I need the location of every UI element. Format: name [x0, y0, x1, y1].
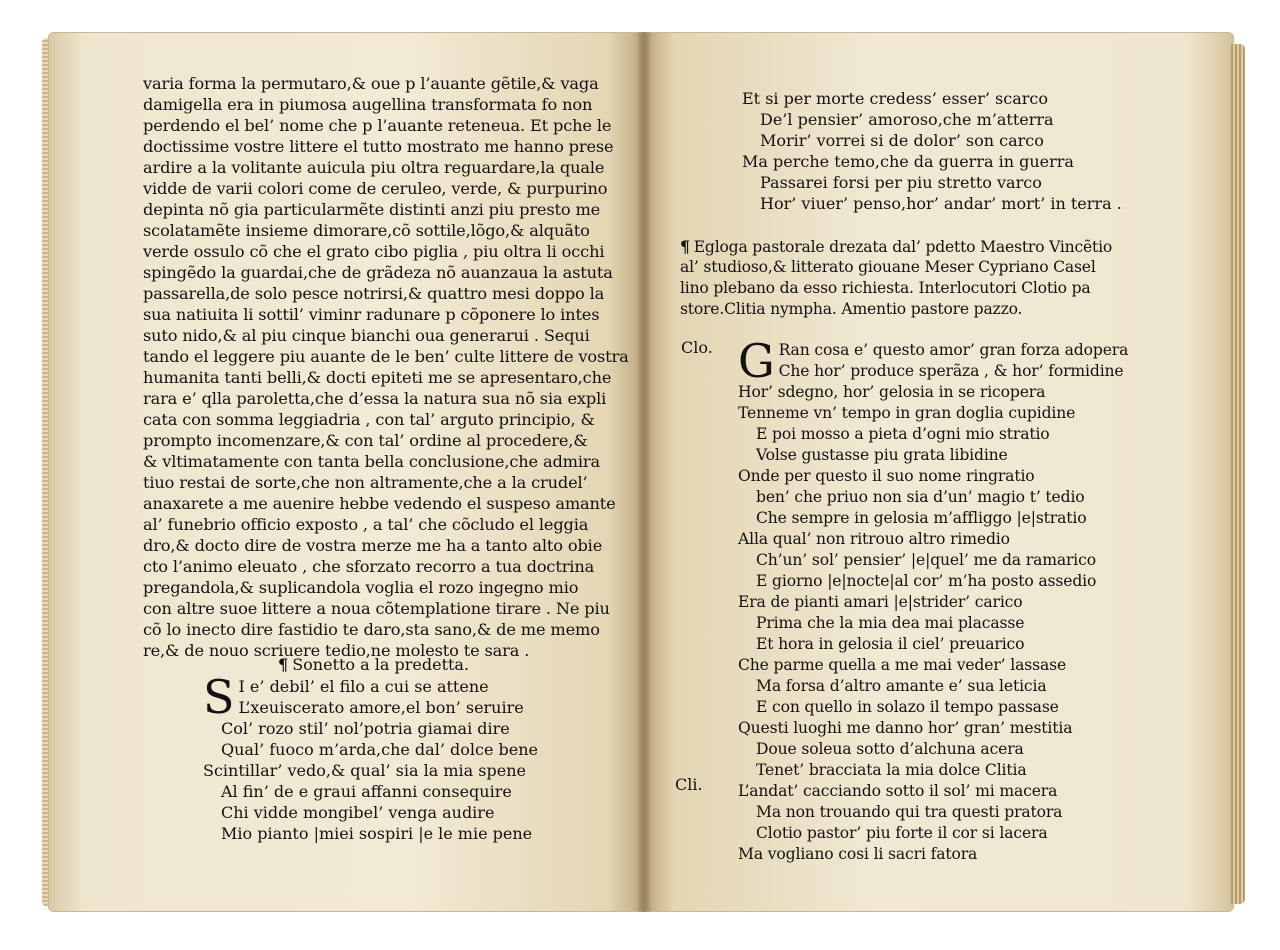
prose-line: cata con somma leggiadria , con tal’ arguto principio, & [143, 410, 595, 429]
prose-line: scolatamẽte insieme dimorare,cõ sottile,lõgo,& alquãto [143, 221, 590, 240]
verse-line: Doue soleua sotto d’alchuna acera [756, 740, 1024, 758]
prose-line: cto l’animo eleuato , che sforzato recorro a tua doctrina [143, 557, 595, 576]
verse-line: Che sempre in gelosia m’affliggo |e|stratio [756, 509, 1087, 527]
eclogue-drop-cap: G [738, 334, 775, 388]
book-gutter [636, 32, 652, 912]
verse-line: Volse gustasse piu grata libidine [756, 446, 1008, 464]
pilcrow-icon: ¶ [680, 237, 690, 256]
prose-line: ardire a la volitante auicula piu oltra reguardare,la quale [143, 158, 605, 177]
verse-line: Ma non trouando qui tra questi pratora [756, 803, 1063, 821]
verse-line: Prima che la mia dea mai placasse [756, 614, 1025, 632]
tercet-line: Ma perche temo,che da guerra in guerra [742, 152, 1074, 171]
verse-line: Ma forsa d’altro amante e’ sua leticia [756, 677, 1047, 695]
speaker-cli: Cli. [675, 775, 703, 794]
prose-line: verde ossulo cõ che el grato cibo piglia , piu oltra li occhi [143, 242, 605, 261]
prose-line: & vltimatamente con tanta bella conclusione,che admira [143, 452, 600, 471]
prose-line: spingẽdo la guardai,che de grãdeza nõ auanzaua la astuta [143, 263, 613, 282]
verse-line: ben’ che priuo non sia d’un’ magio t’ tedio [756, 488, 1085, 506]
tercet-line: Et si per morte credess’ esser’ scarco [742, 89, 1049, 108]
sonnet-block [203, 670, 538, 844]
prose-line: suto nido,& al piu cinque bianchi oua generarui . Sequi [143, 326, 590, 345]
tercet-line: De’l pensier’ amoroso,che m’atterra [760, 110, 1054, 129]
verse-line: E con quello in solazo il tempo passase [756, 698, 1059, 716]
sonnet-line: Al fin’ de e graui affanni consequire [221, 782, 512, 801]
verse-line: L’andat’ cacciando sotto il sol’ mi macera [738, 782, 1058, 800]
prose-line: pregandola,& suplicandola voglia el rozo ingegno mio [143, 578, 579, 597]
verse-line: Che hor’ produce sperãza , & hor’ formidine [778, 362, 1124, 380]
prose-line: vidde de varii colori come de ceruleo, verde, & purpurino [143, 179, 608, 198]
eclogue-heading [680, 236, 1112, 320]
sonnet-line: Mio pianto |miei sospiri |e le mie pene [221, 824, 533, 843]
right-page-edges [1231, 44, 1245, 904]
verse-line: Hor’ sdegno, hor’ gelosia in se ricopera [738, 383, 1046, 401]
eclogue-heading-line: lino plebano da esso richiesta. Interlocutori Clotio pa [680, 279, 1091, 297]
tercet-line: Passarei forsi per piu stretto varco [760, 173, 1042, 192]
prose-line: humanita tanti belli,& docti epiteti me se apresentaro,che [143, 368, 612, 387]
sonnet-line: Col’ rozo stil’ nol’potria giamai dire [221, 719, 510, 738]
verse-line: Questi luoghi me danno hor’ gran’ mestitia [738, 719, 1073, 737]
verse-line: E giorno |e|nocte|al cor’ m’ha posto assedio [756, 572, 1097, 590]
sonnet-line: L’xeuiscerato amore,el bon’ seruire [238, 698, 524, 717]
sonnet-line: Chi vidde mongibel’ venga audire [221, 803, 495, 822]
verse-line: Ma vogliano cosi li sacri fatora [738, 845, 978, 863]
prose-line: con altre suoe littere a noua cõtemplatione tirare . Ne piu [143, 599, 610, 618]
verse-line: E poi mosso a pieta d’ogni mio stratio [756, 425, 1050, 443]
verse-line: Et hora in gelosia il ciel’ preuarico [756, 635, 1025, 653]
prose-line: prompto incomenzare,& con tal’ ordine al procedere,& [143, 431, 588, 450]
speaker-clo: Clo. [681, 338, 713, 357]
prose-line: damigella era in piumosa augellina transformata fo non [143, 95, 593, 114]
verse-block [738, 334, 1129, 865]
sonnet-heading [278, 654, 469, 675]
sonnet-heading-text: Sonetto a la predetta. [292, 655, 470, 674]
sonnet-drop-cap: S [203, 670, 235, 724]
prose-line: cõ lo inecto dire fastidio te daro,sta sano,& de me memo [143, 620, 600, 639]
prose-line: varia forma la permutaro,& oue p l’auante gẽtile,& vaga [143, 74, 599, 93]
prose-line: anaxarete a me auenire hebbe vedendo el suspeso amante [143, 494, 616, 513]
prose-line: passarella,de solo pesce notrirsi,& quattro mesi doppo la [143, 284, 605, 303]
tercet-line: Morir’ vorrei si de dolor’ son carco [760, 131, 1044, 150]
verse-line: Ch’un’ sol’ pensier’ |e|quel’ me da ramarico [756, 551, 1096, 569]
left-prose-block [143, 73, 629, 661]
verse-line: Onde per questo il suo nome ringratio [738, 467, 1035, 485]
tercet-line: Hor’ viuer’ penso,hor’ andar’ mort’ in terra . [760, 194, 1122, 213]
sonnet-line: Qual’ fuoco m’arda,che dal’ dolce bene [221, 740, 538, 759]
prose-line: doctissime vostre littere el tutto mostrato me hanno prese [143, 137, 614, 156]
sonnet-line: I e’ debil’ el filo a cui se attene [238, 677, 489, 696]
prose-line: al’ funebrio officio exposto , a tal’ che cõcludo el leggia [143, 515, 589, 534]
prose-line: tando el leggere piu auante de le ben’ culte littere de vostra [143, 347, 629, 366]
eclogue-heading-line: al’ studioso,& litterato giouane Meser Cypriano Casel [680, 258, 1096, 276]
sonnet-line: Scintillar’ vedo,& qual’ sia la mia spene [203, 761, 526, 780]
verse-line: Ran cosa e’ questo amor’ gran forza adopera [778, 341, 1129, 359]
prose-line: dro,& docto dire de vostra merze me ha a tanto alto obie [143, 536, 603, 555]
verse-line: Era de pianti amari |e|strider’ carico [738, 593, 1023, 611]
eclogue-heading-line: Egloga pastorale drezata dal’ pdetto Maestro Vincẽtio [693, 238, 1113, 256]
eclogue-heading-line: store.Clitia nympha. Amentio pastore pazzo. [680, 300, 1023, 318]
verse-line: Tenneme vn’ tempo in gran doglia cupidine [738, 404, 1076, 422]
verse-line: Alla qual’ non ritrouo altro rimedio [738, 530, 1010, 548]
verse-line: Clotio pastor’ piu forte il cor si lacera [756, 824, 1048, 842]
tercet-block [742, 88, 1122, 214]
verse-line: Che parme quella a me mai veder’ lassase [738, 656, 1067, 674]
prose-line: perdendo el bel’ nome che p l’auante reteneua. Et pche le [143, 116, 612, 135]
prose-line: sua natiuita li sottil’ viminr radunare p cõponere lo intes [143, 305, 600, 324]
prose-line: depinta nõ gia particularmẽte distinti anzi piu presto me [143, 200, 601, 219]
pilcrow-icon: ¶ [278, 655, 289, 674]
verse-line: Tenet’ bracciata la mia dolce Clitia [756, 761, 1027, 779]
prose-line: re,& de nouo scriuere tedio,ne molesto te sara . [143, 641, 530, 660]
prose-line: rara e’ qlla paroletta,che d’essa la natura sua nõ sia expli [143, 389, 607, 408]
prose-line: tiuo restai de sorte,che non altramente,che a la crudel’ [143, 473, 588, 492]
